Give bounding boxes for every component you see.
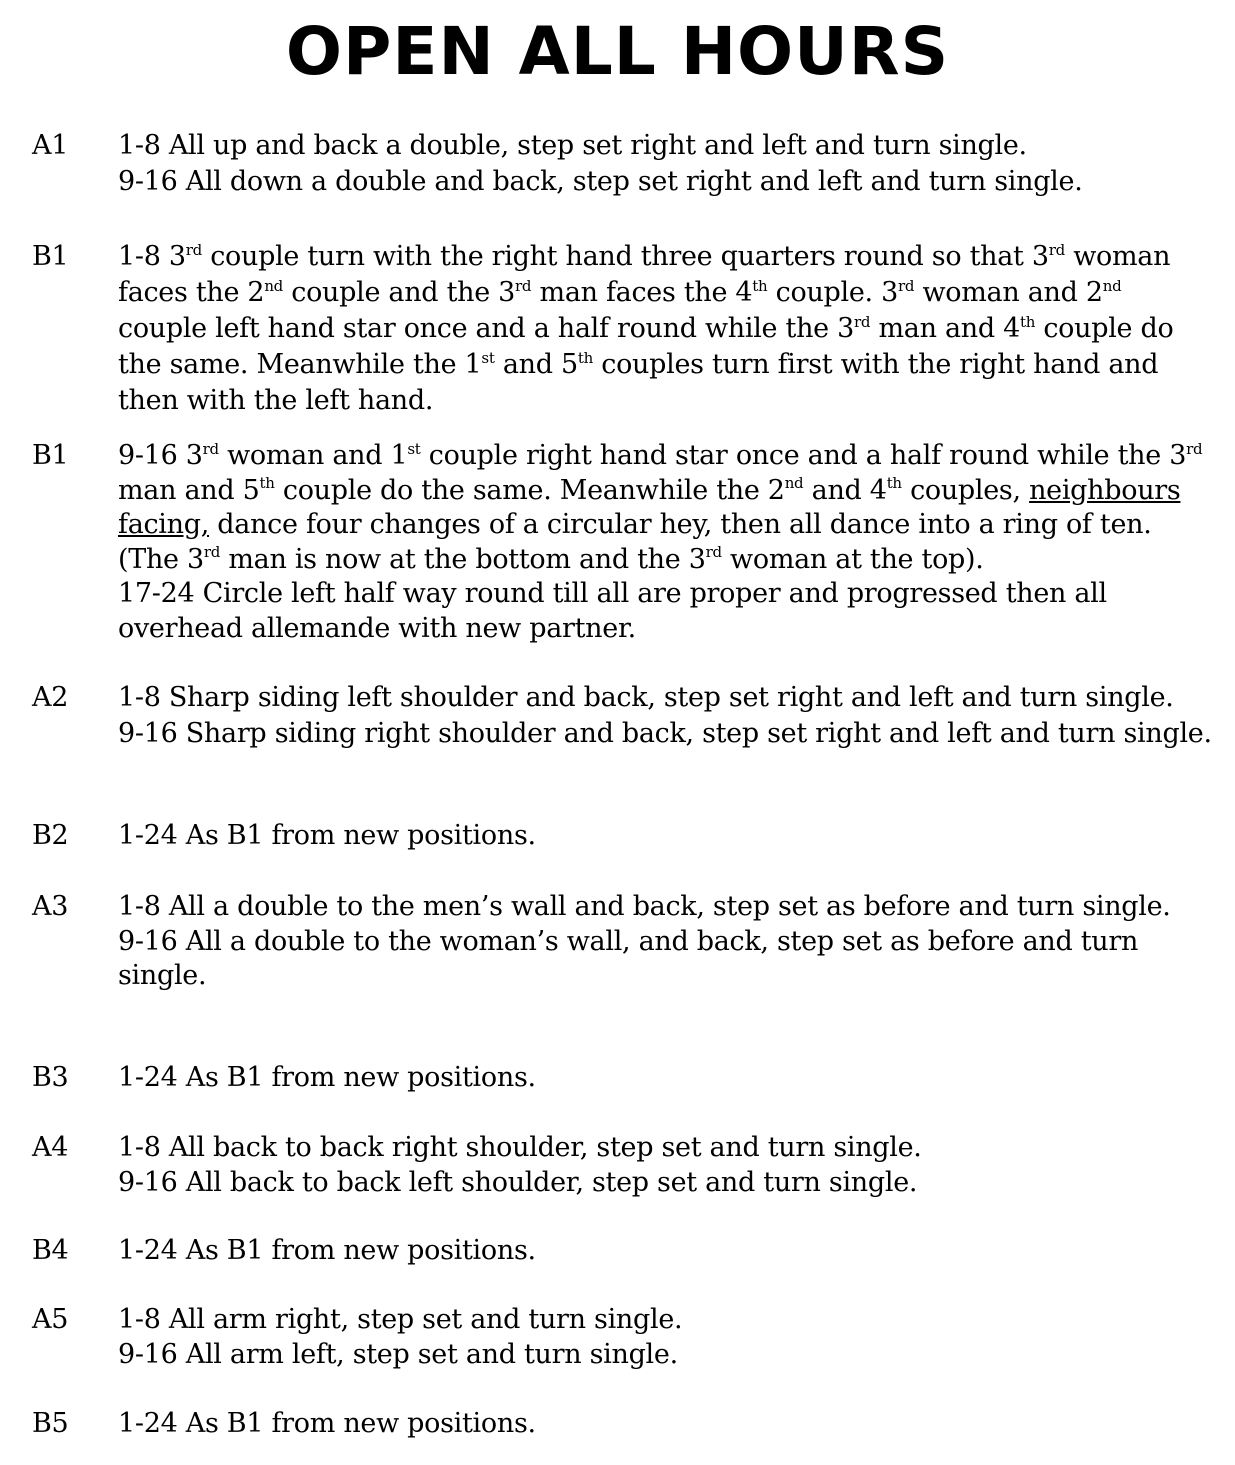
instruction-paragraph: 9-16 3rd woman and 1st couple right hand star once and a half round while the 3rd man and 5th couple do the same. Meanwhile the 2nd and 4th couples, neighbours facing, dance four changes of a circular hey, then all dance into a ring of ten. (The 3rd man is now at the bottom and the 3rd woman at the top). [118,439,1203,575]
section-label: B1 [32,440,69,471]
instruction-line: 1-8 All a double to the men’s wall and back, step set as before and turn single. [118,891,1171,922]
section-body [118,439,1213,646]
section-body [118,680,1213,752]
section-body [118,1060,1213,1096]
instruction-line: 9-16 All arm left, step set and turn single. [118,1338,678,1370]
section-body [118,239,1213,419]
section-body [118,128,1213,200]
section-body [118,1303,1213,1372]
section-label: B4 [32,1235,69,1266]
instruction-line: 9-16 Sharp siding right shoulder and back, step set right and left and turn single. [118,718,1212,749]
section-body [118,1406,1213,1442]
instruction-line: 9-16 All down a double and back, step set right and left and turn single. [118,166,1083,197]
instruction-line: 17-24 Circle left half way round till all are proper and progressed then all overhead allemande with new partner. [118,578,1107,644]
instruction-line: 1-24 As B1 from new positions. [118,1062,536,1093]
section-body [118,890,1213,994]
underlined-phrase: neighbours facing, [118,474,1181,540]
section-label: B1 [32,241,69,272]
section-label: A3 [32,891,69,922]
instruction-line: 1-24 As B1 from new positions. [118,1408,536,1439]
instruction-line: 9-16 All a double to the woman’s wall, and back, step set as before and turn single. [118,925,1139,991]
section-label: A2 [32,682,69,713]
section-label: A5 [32,1304,69,1335]
section-body [118,818,1213,854]
instruction-line: 1-8 Sharp siding left shoulder and back, step set right and left and turn single. [118,682,1174,713]
instruction-line: 1-8 All arm right, step set and turn single. [118,1304,683,1335]
instruction-line: 1-24 As B1 from new positions. [118,1235,536,1266]
instruction-line: 1-8 All back to back right shoulder, step set and turn single. [118,1132,922,1163]
instruction-line: 9-16 All back to back left shoulder, step set and turn single. [118,1166,918,1198]
section-label: B3 [32,1062,69,1093]
section-label: A4 [32,1132,69,1163]
instruction-line: 1-24 As B1 from new positions. [118,820,536,851]
instruction-paragraph: 1-8 3rd couple turn with the right hand three quarters round so that 3rd woman faces the 2nd couple and the 3rd man faces the 4th couple. 3rd woman and 2nd couple left hand star once and a half round while the 3rd man and 4th couple do the same. Meanwhile the 1st and 5th couples turn first with the right hand and then with the left hand. [118,240,1174,416]
section-label: B5 [32,1408,69,1439]
instruction-line: 1-8 All up and back a double, step set right and left and turn single. [118,130,1027,161]
section-label: B2 [32,820,69,851]
page-title: OPEN ALL HOURS [285,13,950,90]
section-body [118,1233,1213,1269]
section-body [118,1131,1213,1200]
section-label: A1 [32,130,69,161]
